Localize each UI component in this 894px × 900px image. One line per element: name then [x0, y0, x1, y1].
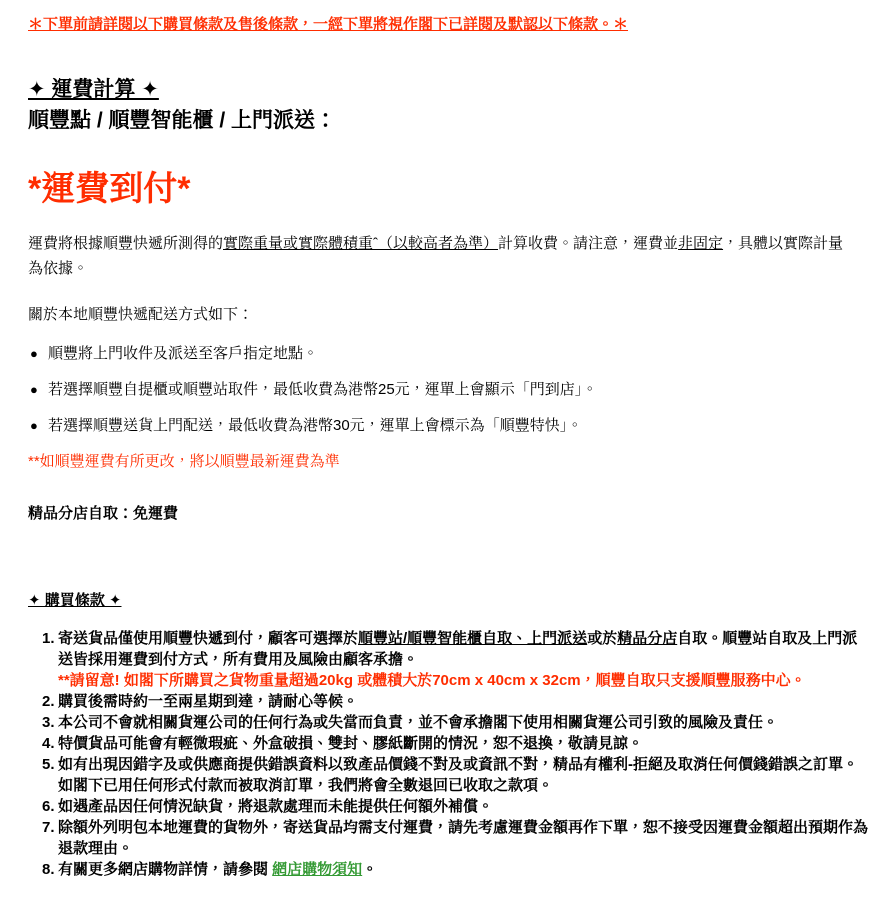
delivery-option-text: 若選擇順豐送貨上門配送，最低收費為港幣30元，運單上會標示為「順豐特快」。	[48, 416, 583, 434]
fee-para-segment: 計算收費。請注意，運費並	[498, 234, 679, 252]
term-number: 2.	[42, 692, 55, 710]
term-item-6	[44, 796, 868, 817]
term-text: 或於	[587, 629, 618, 647]
list-item	[28, 415, 868, 436]
sf-fee-update-note: **如順豐運費有所更改，將以順豐最新運費為準	[28, 452, 340, 470]
term-number: 1.	[42, 629, 55, 647]
term-text: 如遇產品因任何情況缺貨，將退款處理而未能提供任何額外補償。	[58, 797, 494, 815]
term-number: 7.	[42, 818, 55, 836]
term-item-2	[44, 691, 868, 712]
term-number: 3.	[42, 713, 55, 731]
fee-calculation-paragraph	[28, 231, 858, 281]
delivery-methods-subheading: 順豐點 / 順豐智能櫃 / 上門派送：	[28, 109, 337, 133]
term-text: 除額外列明包本地運費的貨物外，寄送貨品均需支付運費，請先考慮運費金額再作下單，恕不接受因運費金額超出預期作為退款理由。	[58, 818, 869, 857]
term-item-7	[44, 817, 868, 859]
term-text: 本公司不會就相關貨運公司的任何行為或失當而負責，並不會承擔閣下使用相關貨運公司引致的風險及責任。	[58, 713, 779, 731]
purchase-terms-list	[44, 628, 868, 880]
term-text: 自取。順豐站自取及上門派送皆採用運費到付方式，所有費用及風險由顧客承擔。	[58, 629, 858, 668]
terms-page	[28, 14, 868, 880]
term-item-1	[44, 628, 868, 691]
term-text: 特價貨品可能會有輕微瑕疵、外盒破損、雙封、膠紙斷開的情況，恕不退換，敬請見諒。	[58, 734, 644, 752]
term-number: 4.	[42, 734, 55, 752]
term-number: 5.	[42, 755, 55, 773]
delivery-option-text: 若選擇順豐自提櫃或順豐站取件，最低收費為港幣25元，運單上會顯示「門到店」。	[48, 380, 598, 398]
term-item-3	[44, 712, 868, 733]
term-item-5	[44, 754, 868, 796]
store-pickup-free-line: 精品分店自取：免運費	[28, 504, 179, 522]
weight-limit-warning: **請留意! 如閣下所購買之貨物重量超過20kg 或體積大於70cm x 40cm x 32cm，順豐自取只支援順豐服務中心。	[58, 671, 806, 689]
term-text: 寄送貨品僅使用順豐快遞到付，顧客可選擇於	[58, 629, 359, 647]
term-text: 購買後需時約一至兩星期到達，請耐心等候。	[58, 692, 359, 710]
top-notice: ＊下單前請詳閱以下購買條款及售後條款，一經下單將視作閣下已詳閱及默認以下條款。＊	[28, 16, 629, 33]
shipping-fee-heading: ✦ 運費計算 ✦	[28, 78, 159, 101]
term-underlined-boutique: 精品分店	[617, 629, 678, 647]
freight-collect-banner: *運費到付*	[28, 169, 191, 208]
bullet-icon: ●	[30, 381, 38, 397]
delivery-options-list	[28, 343, 868, 436]
term-text: 有關更多網店購物詳情，請參閱	[58, 860, 273, 878]
term-underlined-pickup-options: 順豐站/順豐智能櫃自取、上門派送	[358, 629, 588, 647]
term-item-4	[44, 733, 868, 754]
bullet-icon: ●	[30, 345, 38, 361]
term-text: 。	[362, 860, 378, 878]
fee-para-underlined-weight: 實際重量或實際體積重ˆ（以較高者為準）	[223, 234, 499, 252]
term-item-8	[44, 859, 868, 880]
term-text: 如有出現因錯字及或供應商提供錯誤資料以致產品價錢不對及或資訊不對，精品有權利-拒絕及取消任何價錢錯誤之訂單。如閣下已用任何形式付款而被取消訂單，我們將會全數退回已收取之款項。	[58, 755, 859, 794]
fee-para-segment: 運費將根據順豐快遞所測得的	[28, 234, 224, 252]
delivery-option-text: 順豐將上門收件及派送至客戶指定地點。	[48, 344, 319, 362]
bullet-icon: ●	[30, 417, 38, 433]
list-item	[28, 343, 868, 364]
term-number: 6.	[42, 797, 55, 815]
delivery-intro: 關於本地順豐快遞配送方式如下：	[28, 305, 254, 323]
list-item	[28, 379, 868, 400]
online-shopping-guide-link[interactable]: 網店購物須知	[272, 860, 363, 878]
fee-para-segment: ，具體以實際計量為依據。	[28, 234, 844, 277]
fee-para-underlined-notfixed: 非固定	[678, 234, 724, 252]
term-number: 8.	[42, 860, 55, 878]
purchase-terms-heading: ✦ 購買條款 ✦	[28, 591, 122, 609]
